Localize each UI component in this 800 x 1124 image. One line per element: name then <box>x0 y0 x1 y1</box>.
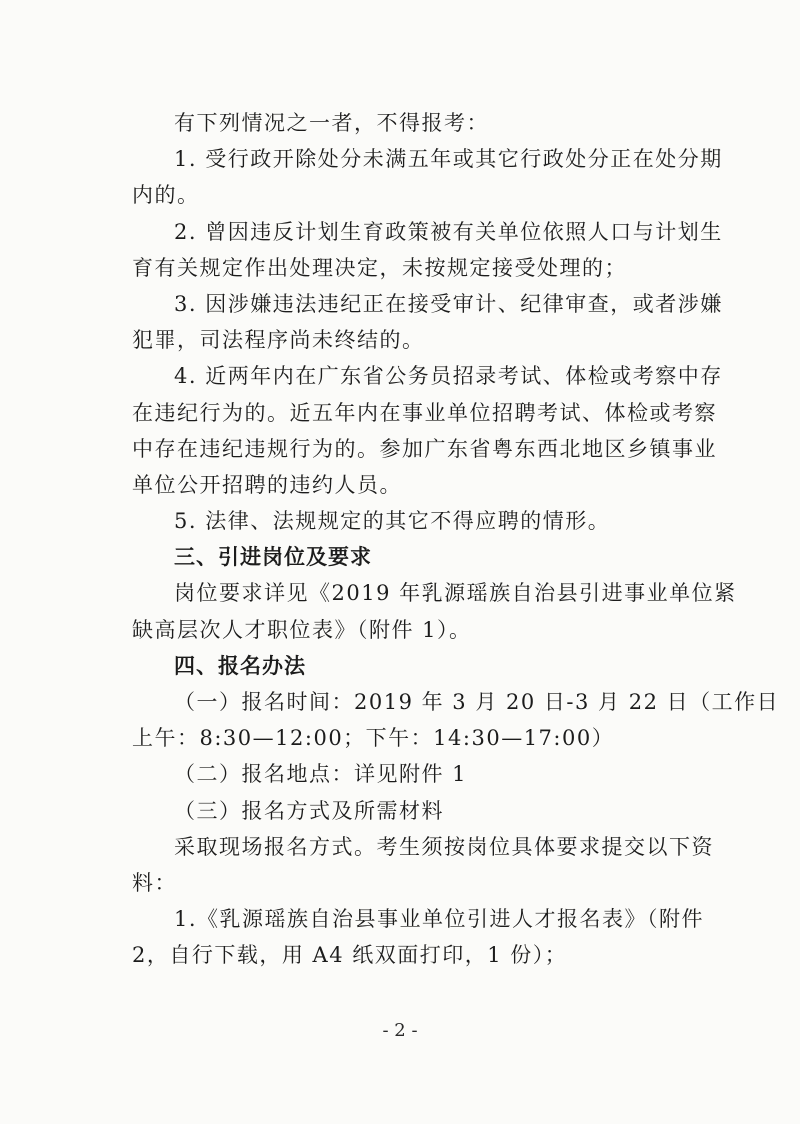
paragraph <box>132 793 698 829</box>
paragraph <box>132 575 737 647</box>
document-body <box>132 105 780 974</box>
paragraph-line: 上午：8:30—12:00；下午：14:30—17:00） <box>132 726 615 751</box>
paragraph <box>132 684 780 756</box>
paragraph-line: 1. 受行政开除处分未满五年或其它行政处分正在处分期 <box>174 147 723 172</box>
paragraph-line: 中存在违纪违规行为的。参加广东省粤东西北地区乡镇事业 <box>132 436 717 461</box>
paragraph-line: 缺高层次人才职位表》（附件 1）。 <box>132 617 472 642</box>
paragraph-line: （二）报名地点：详见附件 1 <box>174 762 468 787</box>
paragraph-line: 料： <box>132 870 177 895</box>
page-number: - 2 - <box>382 1020 418 1041</box>
paragraph-line: 育有关规定作出处理决定，未按规定接受处理的； <box>132 255 627 280</box>
paragraph <box>132 105 698 141</box>
paragraph-line: 岗位要求详见《2019 年乳源瑶族自治县引进事业单位紧 <box>174 581 737 606</box>
paragraph-line: 单位公开招聘的违约人员。 <box>132 472 402 497</box>
paragraph <box>132 358 723 503</box>
paragraph <box>132 214 723 286</box>
paragraph-line: 犯罪，司法程序尚未终结的。 <box>132 328 425 353</box>
paragraph-line: 5. 法律、法规规定的其它不得应聘的情形。 <box>174 509 611 534</box>
section-heading <box>132 539 698 575</box>
paragraph-line: 在违纪行为的。近五年内在事业单位招聘考试、体检或考察 <box>132 400 717 425</box>
heading-text: 四、报名办法 <box>174 653 306 678</box>
paragraph-line: 3. 因涉嫌违法违纪正在接受审计、纪律审查，或者涉嫌 <box>174 291 723 316</box>
section-heading <box>132 648 698 684</box>
paragraph-line: 4. 近两年内在广东省公务员招录考试、体检或考察中存 <box>174 364 723 389</box>
paragraph <box>132 503 698 539</box>
paragraph <box>132 901 705 973</box>
paragraph-line: 1.《乳源瑶族自治县事业单位引进人才报名表》（附件 <box>174 907 705 932</box>
paragraph-line: 内的。 <box>132 183 200 208</box>
paragraph <box>132 141 723 213</box>
paragraph <box>132 829 714 901</box>
paragraph-line: 有下列情况之一者，不得报考： <box>174 111 489 135</box>
paragraph <box>132 286 723 358</box>
paragraph-line: （三）报名方式及所需材料 <box>174 798 444 823</box>
paragraph-line: 采取现场报名方式。考生须按岗位具体要求提交以下资 <box>174 834 714 859</box>
heading-text: 三、引进岗位及要求 <box>174 545 372 570</box>
paragraph-line: 2，自行下载，用 A4 纸双面打印，1 份）； <box>132 943 568 968</box>
paragraph <box>132 756 698 792</box>
paragraph-line: （一）报名时间：2019 年 3 月 20 日-3 月 22 日（工作日 <box>174 690 780 714</box>
paragraph-line: 2. 曾因违反计划生育政策被有关单位依照人口与计划生 <box>174 219 723 244</box>
